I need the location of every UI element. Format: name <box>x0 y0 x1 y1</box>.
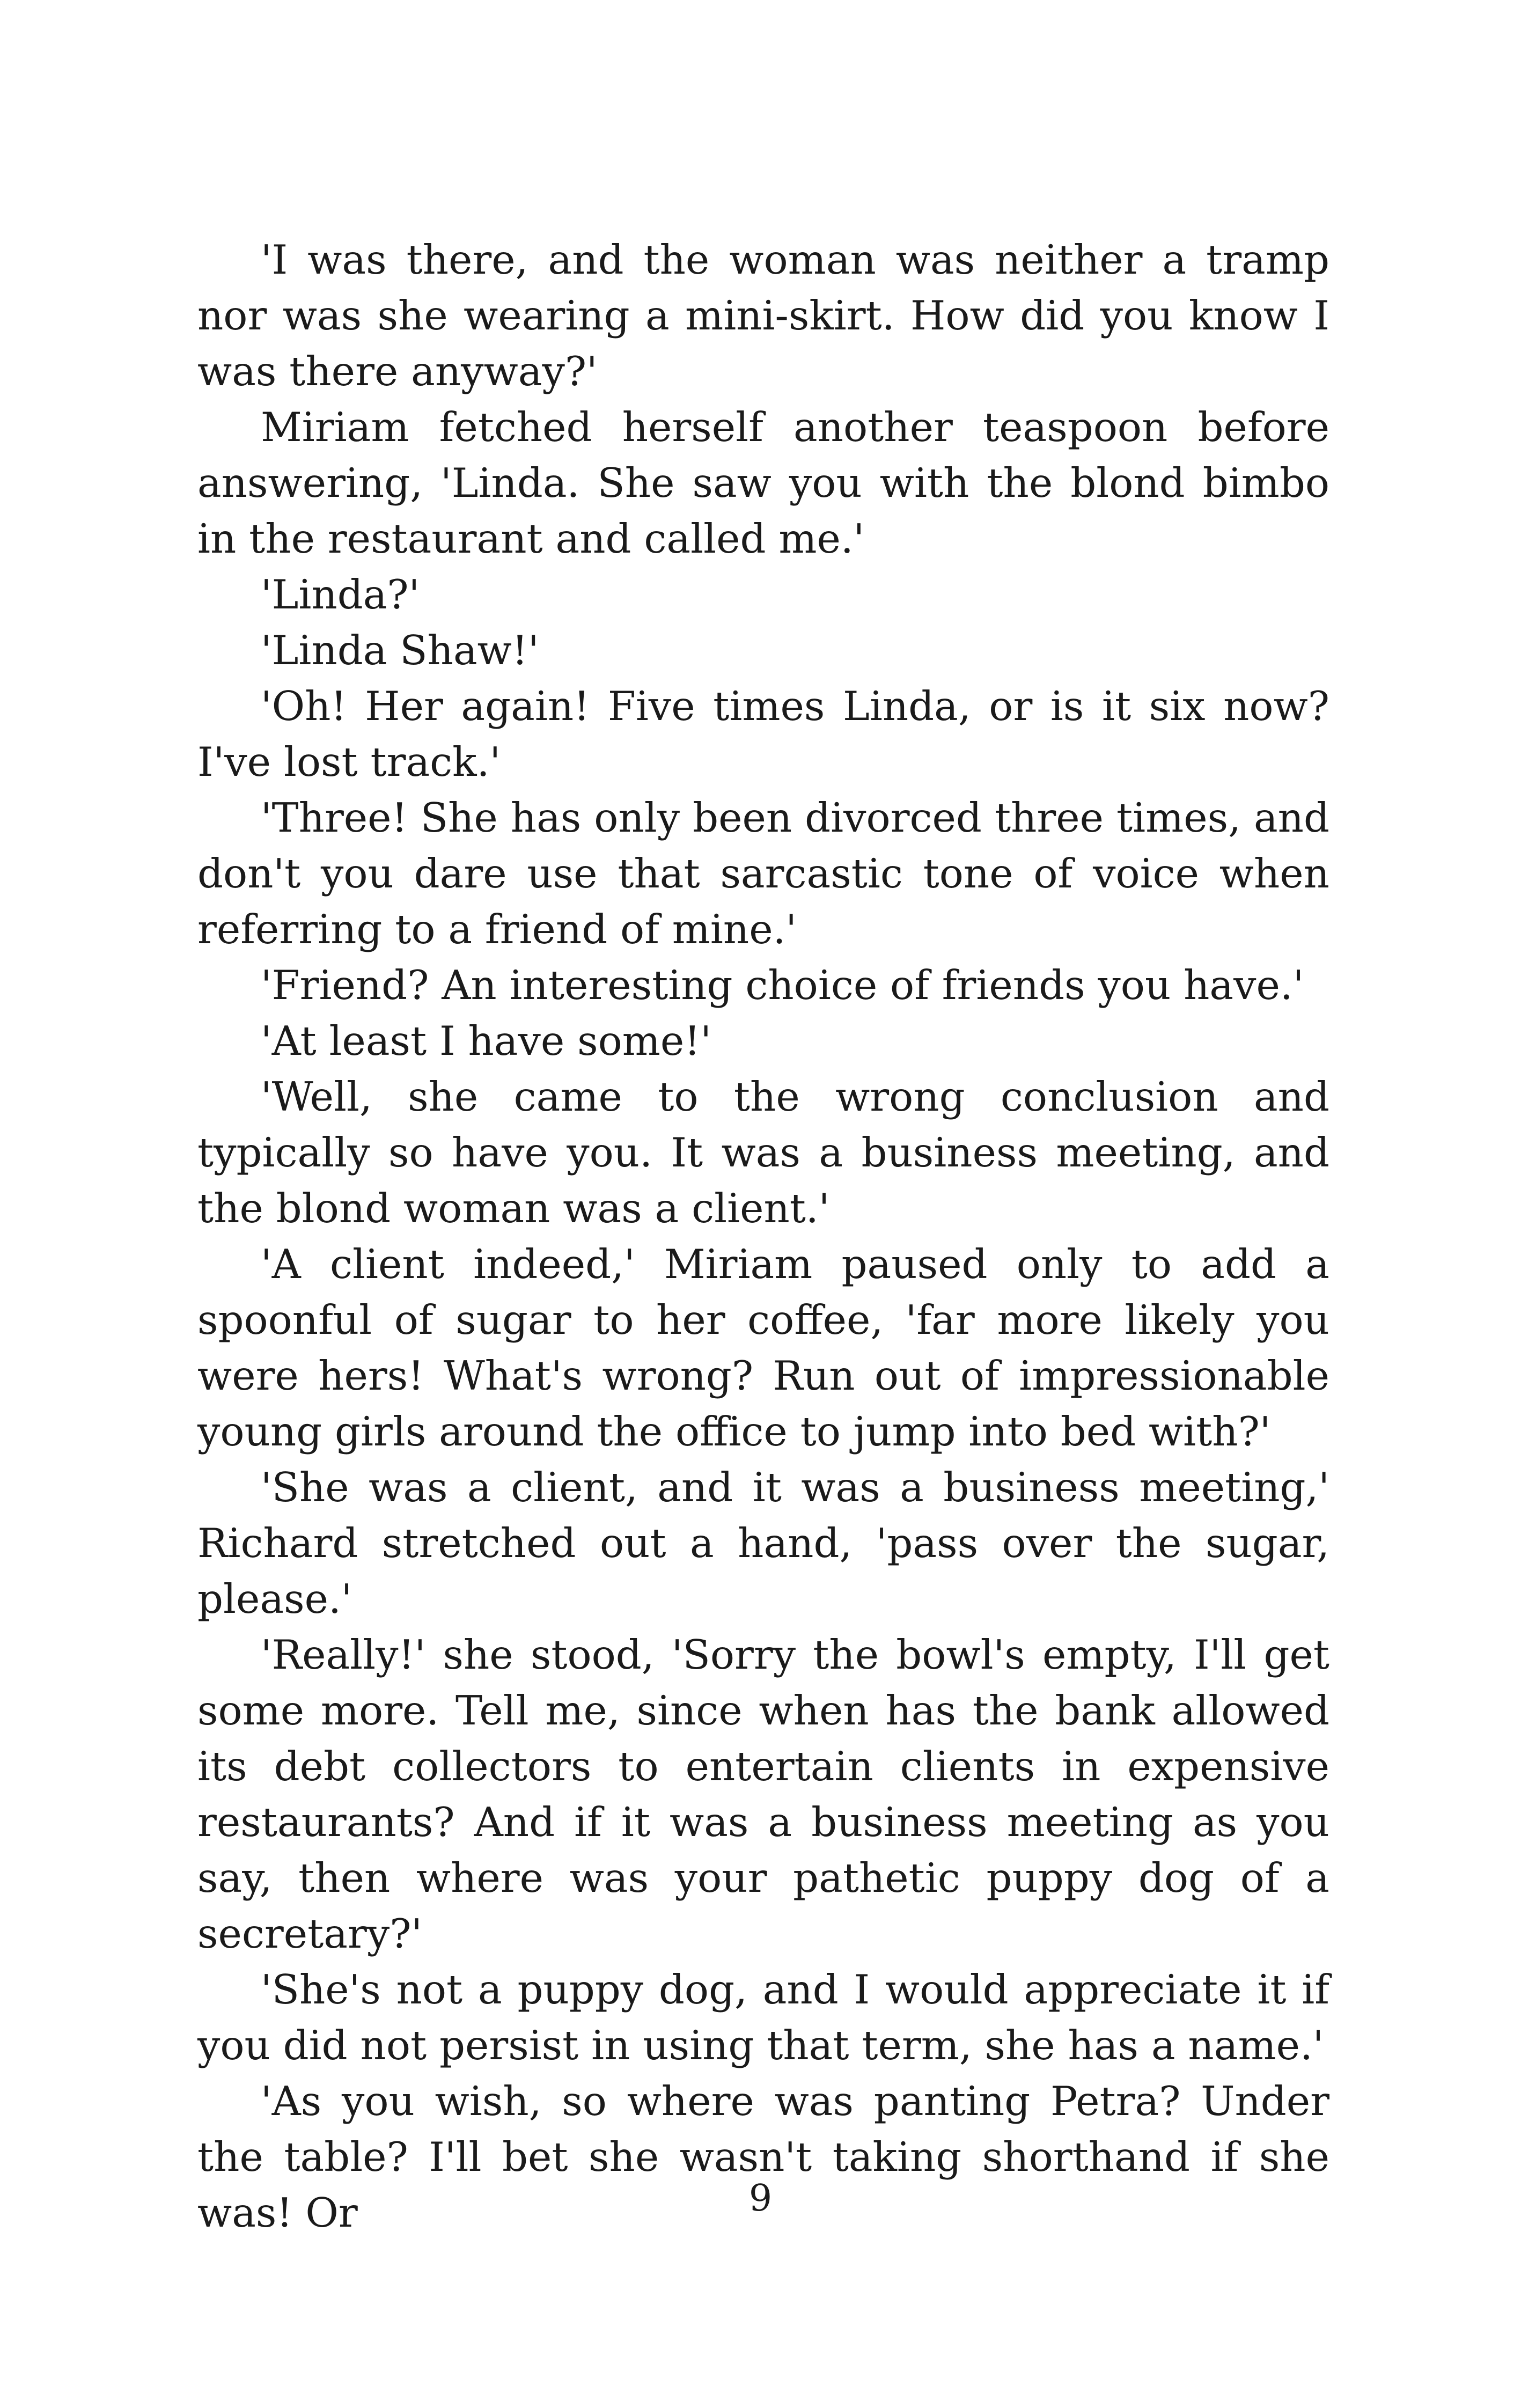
paragraph: 'Linda?' <box>261 571 420 618</box>
paragraph: 'I was there, and the woman was neither a tramp nor was she wearing a mini-skirt. How did you know I was there anyway?' <box>197 236 1329 395</box>
paragraph: 'As you wish, so where was panting Petra? Under the table? I'll bet she wasn't taking shorthand if she was! Or <box>197 2077 1329 2236</box>
paragraph: 'Friend? An interesting choice of friends you have.' <box>261 961 1304 1009</box>
paragraph: Miriam fetched herself another teaspoon before answering, 'Linda. She saw you with the blond bimbo in the restaurant and called me.' <box>197 403 1329 562</box>
paragraph: 'At least I have some!' <box>261 1017 711 1064</box>
body-text <box>197 232 1329 2241</box>
paragraph: 'She's not a puppy dog, and I would appreciate it if you did not persist in using that term, she has a name.' <box>197 1966 1329 2069</box>
page-number: 9 <box>748 2177 773 2220</box>
paragraph: 'Oh! Her again! Five times Linda, or is it six now? I've lost track.' <box>197 682 1329 785</box>
paragraph: 'Really!' she stood, 'Sorry the bowl's empty, I'll get some more. Tell me, since when has the bank allowed its debt collectors to entertain clients in expensive restaurants? And if it was a business meeting as you say, then where was your pathetic puppy dog of a secretary?' <box>197 1631 1329 1957</box>
paragraph: 'Three! She has only been divorced three times, and don't you dare use that sarcastic tone of voice when referring to a friend of mine.' <box>197 794 1329 953</box>
paragraph: 'Well, she came to the wrong conclusion and typically so have you. It was a business meeting, and the blond woman was a client.' <box>197 1073 1329 1232</box>
paragraph: 'A client indeed,' Miriam paused only to add a spoonful of sugar to her coffee, 'far more likely you were hers! What's wrong? Run out of impressionable young girls around the office to jump into bed with?' <box>197 1240 1329 1455</box>
paragraph: 'Linda Shaw!' <box>261 627 539 674</box>
paragraph: 'She was a client, and it was a business meeting,' Richard stretched out a hand, 'pass over the sugar, please.' <box>197 1464 1329 1623</box>
